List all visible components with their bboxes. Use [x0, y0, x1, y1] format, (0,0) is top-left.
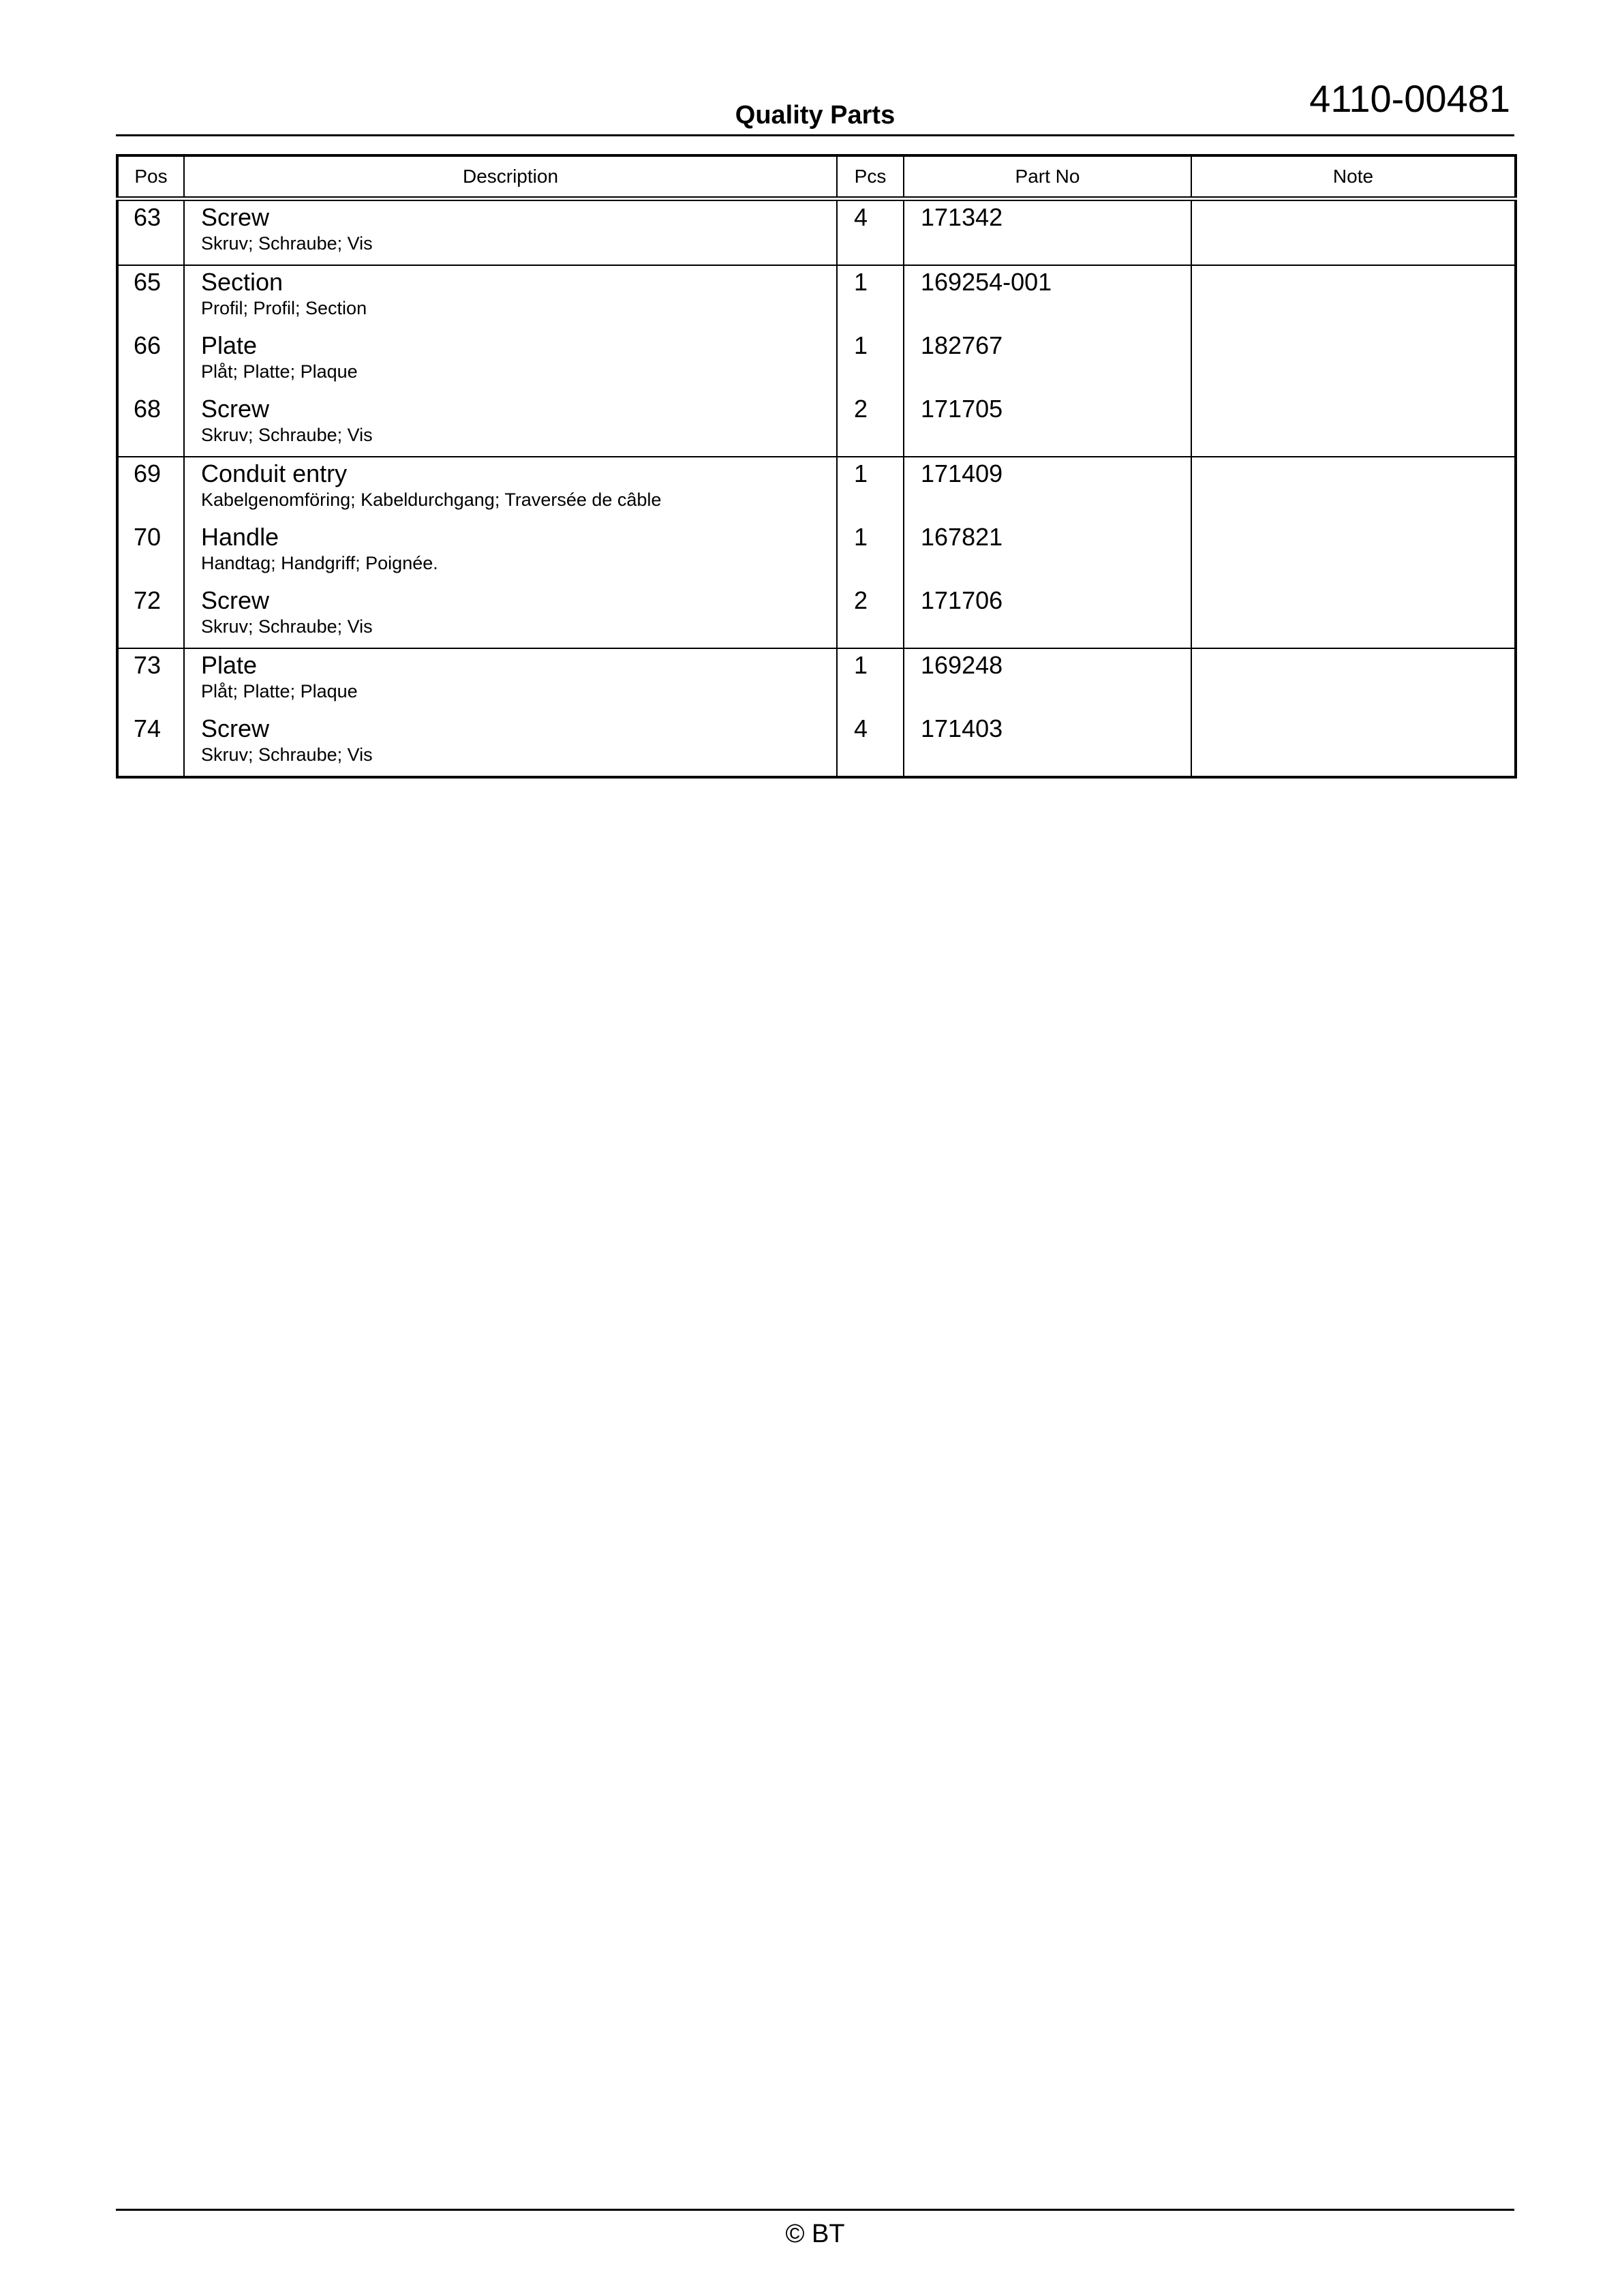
cell-description [184, 329, 837, 393]
cell-note [1191, 329, 1516, 393]
part-name: Screw [201, 395, 270, 423]
table-row [117, 521, 1516, 584]
cell-pos: 65 [117, 265, 184, 329]
table-row [117, 457, 1516, 521]
cell-description [184, 199, 837, 266]
parts-group [117, 457, 1516, 648]
part-name-translations: Kabelgenomföring; Kabeldurchgang; Traversée de câble [201, 489, 662, 510]
table-row [117, 199, 1516, 266]
cell-description [184, 521, 837, 584]
part-name: Screw [201, 586, 270, 614]
column-header-note: Note [1191, 155, 1516, 199]
cell-description [184, 712, 837, 777]
part-name-translations: Plåt; Platte; Plaque [201, 681, 358, 701]
column-header-description: Description [184, 155, 837, 199]
column-header-pos: Pos [117, 155, 184, 199]
part-name-translations: Skruv; Schraube; Vis [201, 233, 373, 254]
cell-pcs: 1 [837, 521, 904, 584]
page-title: Quality Parts [735, 101, 896, 130]
cell-part-no: 169254-001 [904, 265, 1191, 329]
cell-note [1191, 393, 1516, 457]
cell-note [1191, 712, 1516, 777]
cell-part-no: 167821 [904, 521, 1191, 584]
part-name: Plate [201, 331, 258, 359]
cell-pcs: 1 [837, 329, 904, 393]
cell-pcs: 2 [837, 393, 904, 457]
page-footer [116, 2209, 1514, 2250]
header-divider [116, 134, 1514, 136]
cell-pos: 63 [117, 199, 184, 266]
cell-pos: 70 [117, 521, 184, 584]
cell-note [1191, 648, 1516, 712]
part-name-translations: Plåt; Platte; Plaque [201, 361, 358, 382]
cell-description [184, 393, 837, 457]
cell-part-no: 171705 [904, 393, 1191, 457]
part-name: Plate [201, 651, 258, 679]
cell-pos: 68 [117, 393, 184, 457]
table-header-row [117, 155, 1516, 199]
part-name: Screw [201, 203, 270, 231]
page-header [116, 75, 1514, 136]
cell-pcs: 1 [837, 648, 904, 712]
document-number: 4110-00481 [1309, 77, 1510, 120]
cell-note [1191, 521, 1516, 584]
part-name: Handle [201, 523, 279, 551]
cell-pos: 74 [117, 712, 184, 777]
parts-table [116, 154, 1517, 779]
parts-group [117, 265, 1516, 457]
table-row [117, 648, 1516, 712]
table-row [117, 393, 1516, 457]
cell-description [184, 457, 837, 521]
copyright-text: © BT [785, 2220, 845, 2248]
cell-part-no: 171409 [904, 457, 1191, 521]
table-row [117, 712, 1516, 777]
cell-note [1191, 457, 1516, 521]
parts-group [117, 199, 1516, 266]
cell-note [1191, 265, 1516, 329]
cell-description [184, 584, 837, 648]
column-header-pcs: Pcs [837, 155, 904, 199]
cell-pos: 73 [117, 648, 184, 712]
cell-pcs: 4 [837, 199, 904, 266]
part-name-translations: Skruv; Schraube; Vis [201, 616, 373, 637]
cell-note [1191, 199, 1516, 266]
cell-pcs: 1 [837, 457, 904, 521]
table-row [117, 584, 1516, 648]
part-name: Section [201, 268, 284, 296]
cell-pcs: 2 [837, 584, 904, 648]
footer-divider [116, 2209, 1514, 2211]
cell-note [1191, 584, 1516, 648]
cell-pcs: 4 [837, 712, 904, 777]
cell-pcs: 1 [837, 265, 904, 329]
part-name-translations: Handtag; Handgriff; Poignée. [201, 553, 438, 573]
cell-description [184, 265, 837, 329]
parts-group [117, 648, 1516, 777]
column-header-part-no: Part No [904, 155, 1191, 199]
part-name-translations: Profil; Profil; Section [201, 298, 367, 318]
part-name-translations: Skruv; Schraube; Vis [201, 744, 373, 765]
table-row [117, 329, 1516, 393]
cell-part-no: 169248 [904, 648, 1191, 712]
cell-part-no: 171706 [904, 584, 1191, 648]
cell-pos: 72 [117, 584, 184, 648]
cell-part-no: 171403 [904, 712, 1191, 777]
part-name-translations: Skruv; Schraube; Vis [201, 425, 373, 445]
cell-description [184, 648, 837, 712]
table-row [117, 265, 1516, 329]
part-name: Conduit entry [201, 459, 348, 487]
cell-part-no: 171342 [904, 199, 1191, 266]
part-name: Screw [201, 714, 270, 742]
cell-pos: 69 [117, 457, 184, 521]
cell-pos: 66 [117, 329, 184, 393]
cell-part-no: 182767 [904, 329, 1191, 393]
